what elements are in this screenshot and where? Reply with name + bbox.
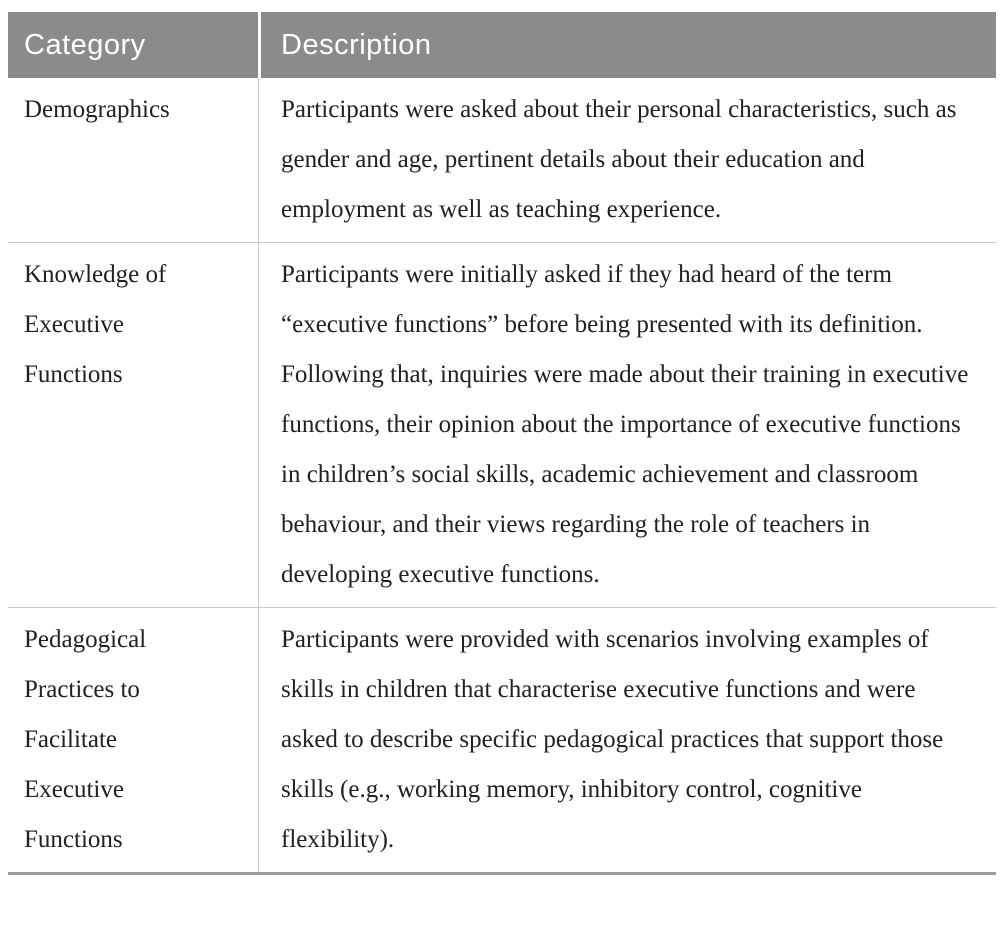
description-cell: Participants were provided with scenarios involving examples of skills in children that characterise executive functions and were asked to describe specific pedagogical practices that support those skills (e.g., working memory, inhibitory control, cognitive flexibility).	[258, 608, 996, 872]
description-cell: Participants were asked about their personal characteristics, such as gender and age, pertinent details about their education and employment as well as teaching experience.	[258, 78, 996, 242]
table-header-row	[8, 12, 996, 78]
category-cell: Pedagogical Practices to Facilitate Executive Functions	[24, 626, 147, 853]
header-description: Description	[258, 12, 996, 78]
header-category: Category	[8, 12, 258, 78]
category-cell: Knowledge of Executive Functions	[24, 261, 167, 388]
description-cell: Participants were initially asked if they had heard of the term “executive functions” before being presented with its definition. Following that, inquiries were made about their training in executive functions, their opinion about the importance of executive functions in children’s social skills, academic achievement and classroom behaviour, and their views regarding the role of teachers in developing executive functions.	[258, 243, 996, 607]
category-cell: Demographics	[24, 96, 170, 123]
table-row-demographics	[8, 78, 996, 242]
table-row-pedagogical-practices	[8, 607, 996, 872]
methods-table	[8, 12, 996, 875]
table-row-knowledge-of-executive-functions	[8, 242, 996, 607]
